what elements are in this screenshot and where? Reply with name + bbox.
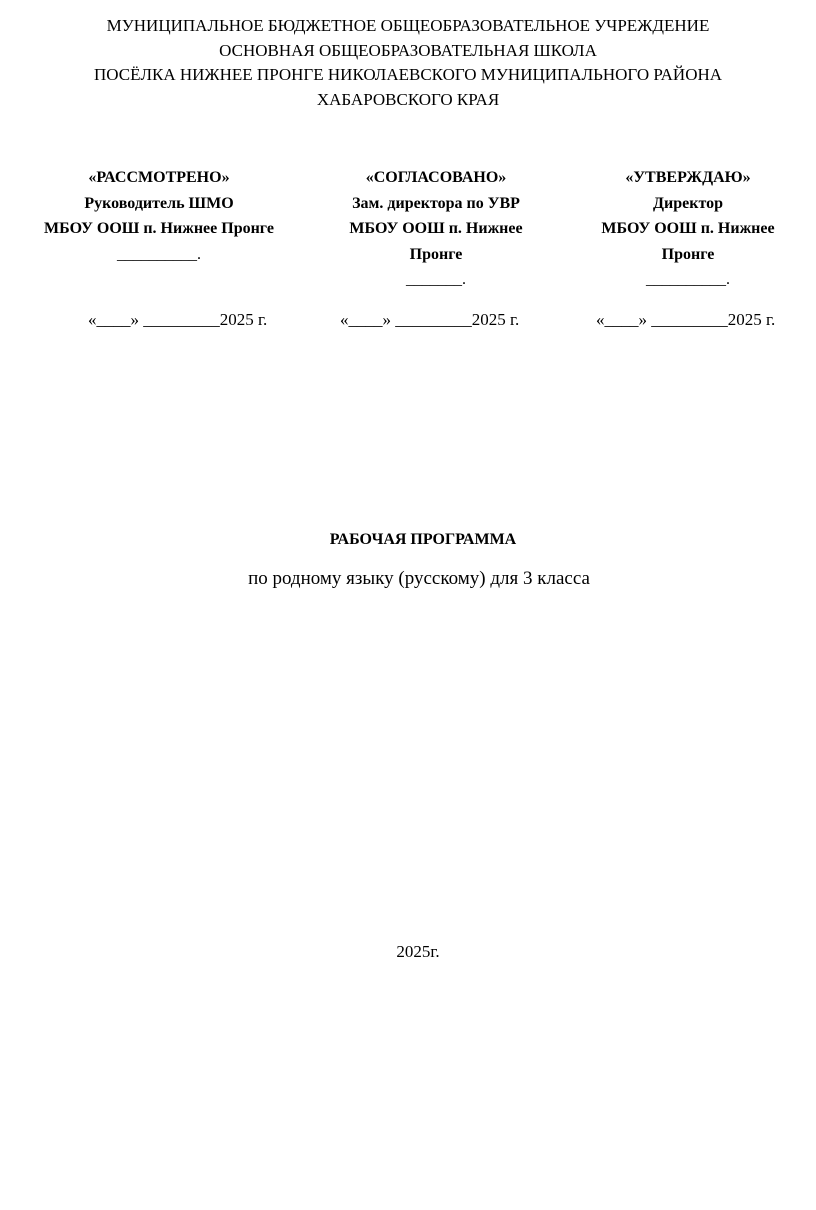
approval-role: Руководитель ШМО	[84, 194, 234, 212]
approval-org: МБОУ ООШ п. Нижнее Пронге	[44, 220, 274, 237]
approval-role: Директор	[653, 194, 723, 212]
header-line-1: МУНИЦИПАЛЬНОЕ БЮДЖЕТНОЕ ОБЩЕОБРАЗОВАТЕЛЬНОЕ УЧРЕЖДЕНИЕ	[106, 16, 710, 35]
approval-date-reviewed: «____» _________2025 г.	[88, 310, 268, 329]
approval-date-approved: «____» _________2025 г.	[596, 310, 776, 329]
document-subtitle: по родному языку (русскому) для 3 класса	[248, 568, 590, 589]
header-line-4: ХАБАРОВСКОГО КРАЯ	[316, 89, 500, 109]
header-line-3: ПОСЁЛКА НИЖНЕЕ ПРОНГЕ НИКОЛАЕВСКОГО МУНИЦИПАЛЬНОГО РАЙОНА	[93, 65, 723, 84]
approval-block-agreed	[318, 165, 554, 293]
approval-org-cont: Пронге	[409, 245, 463, 263]
approval-title: «РАССМОТРЕНО»	[88, 169, 230, 186]
signature-line: __________.	[646, 271, 730, 288]
approval-title: «УТВЕРЖДАЮ»	[625, 169, 751, 186]
approval-org: МБОУ ООШ п. Нижнее	[349, 220, 523, 237]
approval-block-approved	[574, 165, 802, 293]
approval-org-cont: Пронге	[661, 245, 715, 263]
approval-block-reviewed	[18, 165, 300, 267]
document-title: РАБОЧАЯ ПРОГРАММА	[329, 531, 517, 548]
signature-line: __________.	[117, 245, 201, 263]
header-line-2: ОСНОВНАЯ ОБЩЕОБРАЗОВАТЕЛЬНАЯ ШКОЛА	[219, 40, 597, 60]
document-year: 2025г.	[396, 942, 440, 961]
approval-org: МБОУ ООШ п. Нижнее	[601, 220, 775, 237]
institution-header	[0, 14, 816, 112]
approval-role: Зам. директора по УВР	[352, 194, 520, 212]
approval-title: «СОГЛАСОВАНО»	[365, 169, 507, 186]
signature-line: _______.	[406, 271, 466, 288]
approval-date-agreed: «____» _________2025 г.	[340, 310, 520, 329]
